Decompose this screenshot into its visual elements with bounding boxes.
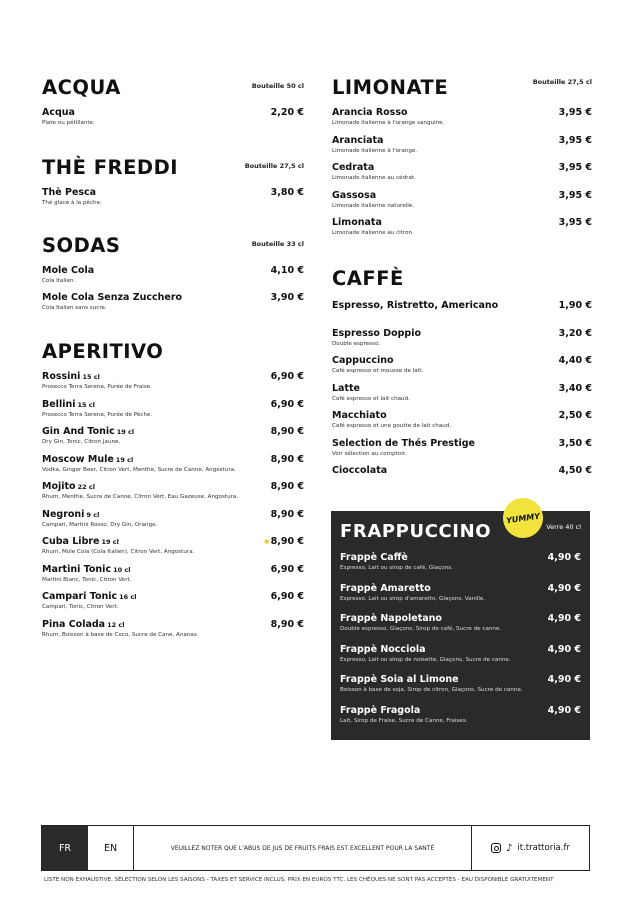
item-price-value: 3,50 € bbox=[558, 437, 592, 449]
item-description: Martini Blanc, Tonic, Citron Vert. bbox=[42, 576, 132, 583]
item-description: Double espresso. bbox=[332, 340, 381, 347]
item-price-value: 6,90 € bbox=[270, 591, 304, 602]
item-name: Frappè Nocciola bbox=[340, 643, 426, 655]
item-description: Limonade italienne naturelle. bbox=[332, 202, 414, 209]
item-price: 4,90 € bbox=[547, 643, 581, 655]
item-name bbox=[332, 328, 546, 340]
item-price bbox=[271, 481, 304, 493]
section-unit: Bouteille 33 cl bbox=[251, 240, 304, 248]
item-description: Voir sélection au comptoir. bbox=[332, 450, 407, 457]
footer-disclaimer: LISTE NON EXHAUSTIVE, SÉLECTION SELON LES SAISONS - TAXES ET SERVICE INCLUS, PRIX EN EUROS TTC. LES CHÈQUES NE SONT PAS ACCEPTÉS - EAU DISPONIBLE GRATUITEMENT bbox=[44, 877, 554, 883]
language-en-button[interactable]: EN bbox=[88, 826, 134, 870]
section-title: SODAS bbox=[42, 234, 121, 257]
item-name bbox=[42, 509, 258, 521]
item-volume: 19 cl bbox=[101, 538, 119, 546]
item-name-text: Mole Cola Senza Zucchero bbox=[42, 292, 183, 303]
item-price-value: 1,90 € bbox=[558, 300, 592, 311]
item-name-text: Mojito bbox=[42, 481, 76, 492]
section-header bbox=[42, 156, 304, 186]
item-name-text: Martini Tonic bbox=[42, 563, 112, 575]
menu-item bbox=[42, 564, 304, 584]
item-description: Cola Italien. bbox=[42, 278, 76, 284]
item-description: Boisson à base de soja, Sirop de citron, Glaçons, Sucre de canne. bbox=[340, 687, 523, 693]
item-price-value: 6,90 € bbox=[270, 398, 304, 410]
menu-item bbox=[332, 328, 592, 348]
item-name bbox=[332, 107, 546, 119]
yummy-badge: YUMMY bbox=[500, 495, 545, 540]
item-name-text: Aranciata bbox=[332, 134, 384, 146]
item-price bbox=[271, 371, 304, 383]
item-description: Café espresso et une goutte de lait chaud. bbox=[332, 423, 452, 429]
item-name bbox=[42, 265, 258, 277]
item-price bbox=[559, 465, 592, 477]
item-name: Frappè Napoletano bbox=[340, 613, 442, 624]
menu-item bbox=[42, 591, 304, 611]
menu-item bbox=[42, 454, 304, 474]
menu-item bbox=[332, 438, 592, 458]
item-name-text: Espresso, Ristretto, Americano bbox=[332, 300, 499, 311]
menu-item bbox=[42, 426, 304, 446]
item-name bbox=[42, 426, 258, 438]
item-description: Lait, Sirop de Fraise, Sucre de Canne, Fraises. bbox=[340, 717, 468, 724]
item-name bbox=[42, 454, 258, 466]
item-name-text: Gassosa bbox=[332, 189, 377, 201]
item-description: Campari, Tonic, Citron Vert. bbox=[42, 604, 119, 610]
menu-item bbox=[42, 265, 304, 285]
star-icon: ✱ bbox=[263, 538, 270, 546]
item-description: Prosecco Terra Serena, Purée de Pêche. bbox=[42, 411, 153, 418]
item-name-text: Pina Colada bbox=[42, 618, 106, 630]
item-price-value: 4,50 € bbox=[558, 465, 592, 476]
item-name: Frappè Soia al Limone bbox=[340, 674, 459, 685]
item-price-value: 2,20 € bbox=[270, 107, 304, 118]
item-description: Rhum, Menthe, Sucre de Canne, Citron Vert, Eau Gazeuse, Angostura. bbox=[42, 494, 239, 500]
item-price-value: 3,95 € bbox=[558, 217, 592, 228]
item-name-text: Selection de Thés Prestige bbox=[332, 437, 475, 449]
item-name bbox=[332, 162, 546, 174]
item-price-value: 3,40 € bbox=[558, 382, 592, 394]
item-volume: 10 cl bbox=[113, 565, 131, 574]
item-price bbox=[271, 619, 304, 631]
item-price-value: 3,20 € bbox=[558, 327, 592, 339]
item-name bbox=[42, 564, 258, 576]
menu-item bbox=[42, 187, 304, 207]
item-price bbox=[559, 438, 592, 450]
menu-item bbox=[42, 399, 304, 419]
item-price bbox=[559, 217, 592, 229]
section-title: CAFFÈ bbox=[332, 267, 404, 290]
item-volume: 15 cl bbox=[82, 373, 100, 381]
item-price-value: 3,95 € bbox=[558, 107, 592, 118]
section-unit: Verre 40 cl bbox=[546, 523, 581, 531]
item-name bbox=[42, 187, 258, 199]
item-description: Rhum, Boisson à base de Coco, Sucre de Cane, Ananas. bbox=[42, 631, 199, 638]
item-price bbox=[271, 509, 304, 521]
item-price: 4,90 € bbox=[547, 674, 581, 685]
item-name-text: Macchiato bbox=[332, 410, 387, 421]
section-title: FRAPPUCCINO bbox=[340, 521, 492, 542]
item-price bbox=[264, 536, 304, 548]
item-name bbox=[42, 619, 258, 631]
item-description: Thé glacé à la pêche. bbox=[42, 200, 102, 206]
section-unit: Bouteille 50 cl bbox=[251, 82, 304, 90]
item-price-value: 8,90 € bbox=[270, 453, 304, 465]
item-price-value: 6,90 € bbox=[270, 371, 304, 382]
tiktok-icon[interactable]: ♪ bbox=[506, 842, 513, 854]
frappuccino-panel bbox=[331, 511, 590, 740]
menu-item bbox=[340, 644, 581, 664]
item-volume: 9 cl bbox=[86, 510, 100, 519]
item-name: Frappè Caffè bbox=[340, 552, 408, 563]
item-price: 4,90 € bbox=[547, 704, 581, 716]
item-volume: 22 cl bbox=[77, 483, 95, 491]
item-price bbox=[271, 399, 304, 411]
item-price bbox=[559, 300, 592, 312]
item-name bbox=[42, 536, 258, 548]
item-name-text: Acqua bbox=[42, 107, 75, 118]
section-title: APERITIVO bbox=[42, 340, 164, 363]
menu-item bbox=[340, 613, 581, 633]
item-description: Café espresso et mousse de lait. bbox=[332, 368, 424, 374]
item-price-value: 3,95 € bbox=[558, 162, 592, 173]
section-acqua bbox=[42, 76, 304, 126]
item-price-value: 3,95 € bbox=[558, 189, 592, 201]
item-description: Vodka, Ginger Beer, Citron Vert, Menthe, Sucre de Canne, Angostura. bbox=[42, 466, 236, 473]
menu-item bbox=[340, 552, 581, 572]
item-name-text: Arancia Rosso bbox=[332, 107, 408, 118]
menu-item bbox=[42, 107, 304, 127]
item-volume: 19 cl bbox=[115, 455, 134, 464]
item-price bbox=[559, 328, 592, 340]
item-price bbox=[559, 190, 592, 202]
menu-item bbox=[42, 481, 304, 501]
item-name-text: Limonata bbox=[332, 217, 382, 228]
social-handle[interactable]: it.trattoria.fr bbox=[517, 843, 570, 853]
item-price-value: 8,90 € bbox=[270, 618, 304, 630]
item-description: Rhum, Mole Cola (Cola Italien), Citron Vert, Angostura. bbox=[42, 549, 195, 555]
menu-item bbox=[332, 162, 592, 182]
item-volume: 19 cl bbox=[116, 428, 135, 436]
section-unit: Bouteille 27,5 cl bbox=[532, 78, 592, 86]
item-price: 4,90 € bbox=[547, 613, 581, 624]
footer-notice: VEUILLEZ NOTER QUE L'ABUS DE JUS DE FRUITS FRAIS EST EXCELLENT POUR LA SANTÉ bbox=[134, 826, 472, 870]
item-price-value: 8,90 € bbox=[270, 508, 304, 520]
item-name bbox=[332, 217, 546, 229]
item-name-text: Cioccolata bbox=[332, 465, 388, 476]
item-description: Double espresso, Glaçons, Sirop de café, Sucre de canne. bbox=[340, 626, 502, 632]
section-aperitivo bbox=[42, 340, 304, 638]
section-header bbox=[332, 267, 592, 297]
item-name-text: Negroni bbox=[42, 508, 85, 520]
item-price bbox=[559, 355, 592, 367]
item-description: Espresso, Lait ou sirop de noisette, Glaçons, Sucre de canne. bbox=[340, 656, 511, 663]
item-volume: 16 cl bbox=[119, 593, 137, 601]
item-description: Limonade italienne à l'orange sanguine. bbox=[332, 120, 445, 126]
item-name: Frappè Fragola bbox=[340, 704, 421, 716]
item-price-value: 8,90 € bbox=[270, 481, 304, 492]
item-name-text: Espresso Doppio bbox=[332, 327, 422, 339]
item-name bbox=[42, 399, 258, 411]
item-name bbox=[332, 438, 546, 450]
item-description: Espresso, Lait ou sirop de café, Glaçons. bbox=[340, 565, 453, 571]
menu-item bbox=[42, 509, 304, 529]
item-description: Limonade italienne au citron. bbox=[332, 230, 414, 236]
item-price bbox=[559, 383, 592, 395]
section-unit: Bouteille 27,5 cl bbox=[244, 162, 304, 170]
item-name bbox=[42, 107, 258, 119]
section-header bbox=[42, 340, 304, 370]
item-price-value: 4,40 € bbox=[558, 355, 592, 366]
menu-item bbox=[340, 705, 581, 725]
menu-item bbox=[42, 371, 304, 391]
item-description: Limonade italienne au cédrat. bbox=[332, 175, 416, 181]
section-the-freddi bbox=[42, 156, 304, 206]
item-name bbox=[332, 355, 546, 367]
item-name-text: Moscow Mule bbox=[42, 453, 114, 465]
language-fr-button[interactable]: FR bbox=[42, 826, 88, 870]
item-price-value: 6,90 € bbox=[270, 563, 304, 575]
item-price-value: 3,95 € bbox=[558, 134, 592, 146]
item-price bbox=[271, 591, 304, 603]
section-limonate bbox=[332, 76, 592, 236]
item-price bbox=[271, 426, 304, 438]
item-price: 4,90 € bbox=[547, 582, 581, 594]
menu-item bbox=[332, 217, 592, 237]
item-price bbox=[559, 135, 592, 147]
item-price-value: 8,90 € bbox=[270, 426, 304, 437]
item-name-text: Mole Cola bbox=[42, 265, 95, 276]
item-price bbox=[559, 162, 592, 174]
item-name-text: Cappuccino bbox=[332, 355, 394, 366]
item-name bbox=[42, 292, 258, 304]
section-header bbox=[332, 76, 592, 106]
item-price-value: 3,90 € bbox=[270, 292, 304, 303]
menu-item bbox=[42, 292, 304, 312]
item-name bbox=[42, 481, 258, 493]
item-name-text: Gin And Tonic bbox=[42, 426, 115, 437]
item-name bbox=[332, 190, 546, 202]
menu-item bbox=[332, 190, 592, 210]
item-price bbox=[271, 107, 304, 119]
menu-item bbox=[340, 674, 581, 694]
menu-item bbox=[332, 410, 592, 430]
item-price: 4,90 € bbox=[547, 552, 581, 563]
section-title: ACQUA bbox=[42, 76, 121, 99]
item-description: Espresso, Lait ou sirop d'amaretto, Glaçons, Vanille. bbox=[340, 595, 486, 602]
item-name bbox=[332, 300, 546, 312]
section-header bbox=[42, 76, 304, 106]
menu-item bbox=[332, 465, 592, 477]
item-name bbox=[332, 383, 546, 395]
item-name-text: Cedrata bbox=[332, 162, 375, 173]
item-description: Plate ou pétillante. bbox=[42, 120, 95, 126]
item-price bbox=[559, 410, 592, 422]
menu-item bbox=[42, 536, 304, 556]
item-description: Prosecco Terra Serena, Purée de Fraise. bbox=[42, 384, 152, 390]
menu-item bbox=[332, 383, 592, 403]
item-price-value: 3,80 € bbox=[270, 187, 304, 198]
item-price-value: 4,10 € bbox=[270, 265, 304, 276]
item-name-text: Campari Tonic bbox=[42, 591, 118, 602]
item-name bbox=[42, 371, 258, 383]
item-name-text: Thè Pesca bbox=[42, 187, 97, 198]
item-name: Frappè Amaretto bbox=[340, 582, 431, 594]
item-price bbox=[271, 265, 304, 277]
item-name-text: Cuba Libre bbox=[42, 536, 100, 547]
social-links[interactable] bbox=[472, 826, 589, 870]
menu-item bbox=[340, 583, 581, 603]
item-description: Limonade italienne à l'orange. bbox=[332, 147, 418, 154]
menu-item bbox=[332, 355, 592, 375]
item-price bbox=[271, 292, 304, 304]
item-price bbox=[271, 564, 304, 576]
item-volume: 12 cl bbox=[107, 620, 125, 629]
item-description: Cola Italien sans sucre. bbox=[42, 305, 107, 311]
item-description: Café espresso et lait chaud. bbox=[332, 395, 410, 402]
item-description: Dry Gin, Tonic, Citron Jaune. bbox=[42, 439, 121, 445]
item-name bbox=[332, 465, 546, 477]
section-title: LIMONATE bbox=[332, 76, 449, 99]
menu-item bbox=[332, 300, 592, 312]
section-header bbox=[42, 234, 304, 264]
footer-bar bbox=[41, 825, 590, 871]
item-name-text: Latte bbox=[332, 382, 360, 394]
item-name bbox=[332, 410, 546, 422]
item-description: Campari, Martini Rosso, Dry Gin, Orange. bbox=[42, 521, 158, 528]
item-name-text: Bellini bbox=[42, 398, 76, 410]
item-name bbox=[332, 135, 546, 147]
item-name bbox=[42, 591, 258, 603]
section-sodas bbox=[42, 234, 304, 311]
item-price-value: 2,50 € bbox=[558, 410, 592, 421]
instagram-icon[interactable] bbox=[491, 843, 501, 853]
menu-item bbox=[332, 107, 592, 127]
item-price-value: 8,90 € bbox=[270, 536, 304, 547]
item-volume: 15 cl bbox=[77, 400, 95, 409]
section-caffe bbox=[332, 267, 592, 476]
section-title: THÈ FREDDI bbox=[42, 156, 179, 179]
item-price bbox=[271, 187, 304, 199]
item-price bbox=[271, 454, 304, 466]
item-price bbox=[559, 107, 592, 119]
item-name-text: Rossini bbox=[42, 371, 81, 382]
menu-item bbox=[332, 135, 592, 155]
menu-item bbox=[42, 619, 304, 639]
